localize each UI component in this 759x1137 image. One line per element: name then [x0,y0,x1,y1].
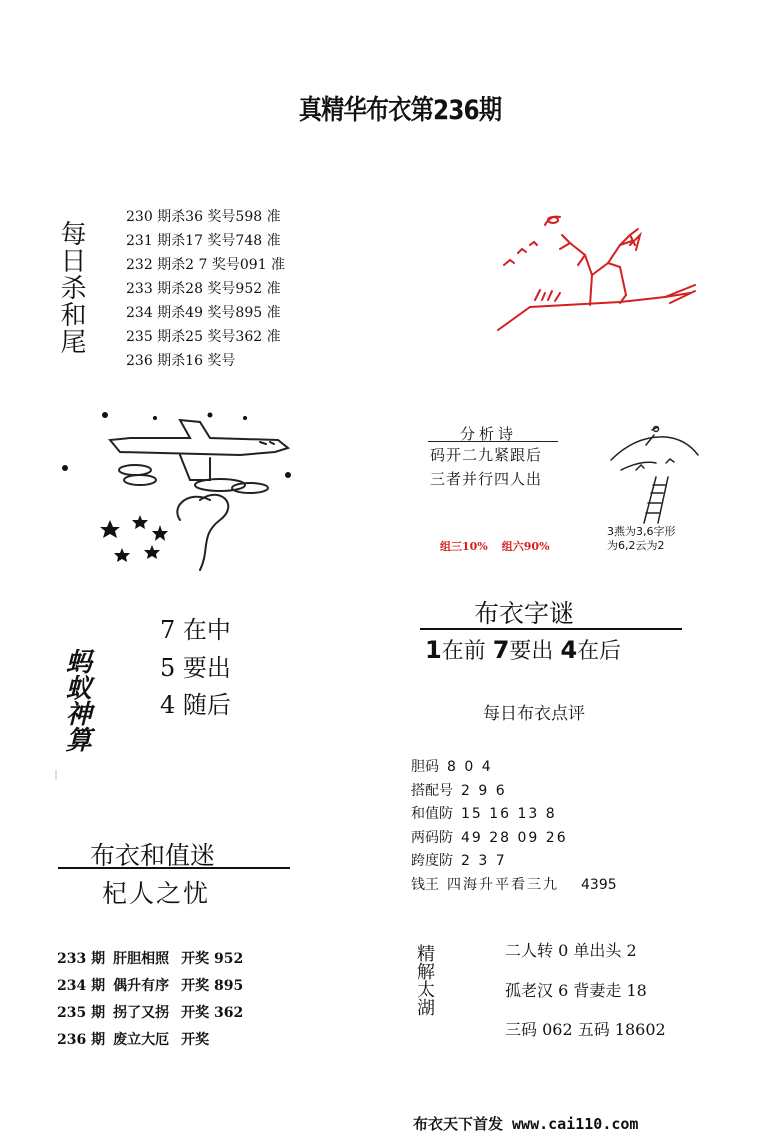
group-percentages [440,538,550,554]
kill-row: 234 期杀49 奖号895 准 [126,305,281,321]
ladder-sketch-illustration [606,415,701,525]
ant-calc-line: 4 随后 [160,691,231,719]
airplane-sketch-illustration [60,400,300,575]
riddle-text: 在前 [441,639,486,664]
kill-row: 230 期杀36 奖号598 准 [126,209,281,225]
stat-label: 两码防 [411,829,453,846]
stat-label: 胆码 [411,759,439,775]
poem-line: 三者并行四人出 [430,470,543,488]
stat-row [411,780,617,804]
sum-period: 236 期 [57,1032,106,1048]
analysis-poem-title: 分析诗 [460,425,518,443]
poem-line: 码开二九紧跟后 [430,446,543,464]
stat-value: 15 16 13 8 [461,806,557,822]
sum-riddle-subtitle: 杞人之忧 [102,879,211,908]
hint-line: 为6,2云为2 [607,539,665,552]
group6-percent: 组六90% [501,540,550,553]
stat-value: 2 3 7 [461,853,507,869]
daily-comment-stats [411,756,617,897]
sum-riddle: 废立大厄 [113,1032,170,1048]
stat-value: 8 0 4 [447,759,493,775]
sum-riddle-divider [58,867,290,869]
kill-row: 231 期杀17 奖号748 准 [126,233,281,249]
hint-text [607,525,676,553]
sum-result: 开奖 895 [181,978,244,994]
sum-riddle-title: 布衣和值迷 [90,841,216,870]
daily-comment-title: 每日布衣点评 [483,704,585,724]
ant-calc-label: 蚂蚁神算 [61,648,92,752]
ant-calc-line: 5 要出 [160,654,231,682]
sum-row [57,1027,243,1054]
taihu-line: 三码 062 五码 18602 [505,1020,666,1039]
riddle-text: 在后 [577,639,622,664]
sum-row [57,973,243,1000]
riddle-num: 4 [560,636,578,664]
sum-period: 235 期 [57,1005,106,1021]
sum-riddle: 肝胆相照 [113,951,170,967]
sum-riddle-list [57,946,243,1054]
riddle-num: 1 [425,636,442,664]
stat-label: 跨度防 [411,853,453,869]
footer-credit: 布衣天下首发 www.cai110.com [413,1115,639,1133]
sum-riddle: 偶升有序 [113,978,170,994]
taihu-label: 精解太湖 [414,944,435,1016]
stat-extra: 4395 [581,876,617,893]
sum-result: 开奖 362 [181,1005,244,1021]
taihu-line: 二人转 0 单出头 2 [505,941,637,960]
stat-label: 搭配号 [411,782,453,799]
riddle-text: 要出 [509,639,554,664]
stat-value: 2 9 6 [461,782,507,799]
red-sketch-illustration [490,205,700,340]
stat-value: 四海升平看三九 [447,876,559,893]
stat-row [411,756,617,780]
page-title: 真精华布衣第236期 [298,95,502,126]
sum-row [57,946,243,973]
poem-divider [428,441,558,442]
stat-row [411,803,617,827]
sum-row [57,1000,243,1027]
stat-row [411,850,617,874]
stat-label: 钱王 [411,876,439,893]
stat-row [411,827,617,851]
kill-row: 236 期杀16 奖号 [126,353,236,369]
kill-row: 232 期杀2 7 奖号091 准 [126,257,286,273]
kill-row: 235 期杀25 奖号362 准 [126,329,281,345]
hint-line: 3燕为3,6字形 [607,525,676,538]
riddle-num: 7 [492,636,510,664]
taihu-line: 孤老汉 6 背妻走 18 [505,981,647,1000]
riddle-title: 布衣字谜 [474,599,575,628]
stat-row [411,874,617,898]
kill-row: 233 期杀28 奖号952 准 [126,281,281,297]
group3-percent: 组三10% [440,540,488,553]
daily-kill-list [126,205,285,373]
ant-calc-line: 7 在中 [160,616,231,644]
stat-label: 和值防 [411,806,453,822]
daily-kill-label: 每日杀和尾 [56,220,86,355]
riddle-answer [425,634,621,665]
stat-value: 49 28 09 26 [461,829,568,846]
sum-result: 开奖 [181,1032,210,1048]
margin-mark [55,770,57,780]
sum-period: 234 期 [57,978,106,994]
riddle-divider [420,628,682,630]
sum-period: 233 期 [57,951,106,967]
sum-result: 开奖 952 [181,951,244,967]
sum-riddle: 拐了又拐 [113,1005,170,1021]
